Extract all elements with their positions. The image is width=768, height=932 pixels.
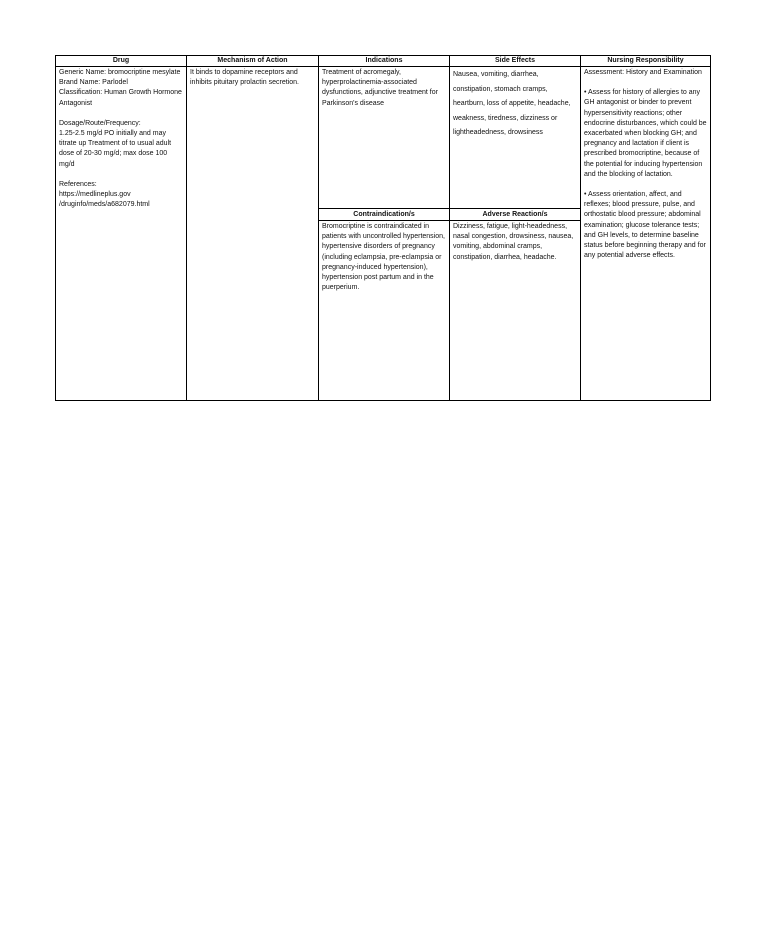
mechanism-text: It binds to dopamine receptors and inhibits pituitary prolactin secretion. bbox=[190, 69, 299, 87]
drug-header: Drug bbox=[56, 56, 186, 67]
mechanism-column bbox=[187, 56, 319, 400]
brand-name: Brand Name: Parlodel bbox=[59, 79, 128, 87]
nursing-column bbox=[581, 56, 710, 400]
contraindications-text: Bromocriptine is contraindicated in patients with uncontrolled hypertension, hypertensive disorders of pregnancy (including eclampsia, pre-eclampsia or pregnancy-induced hypertension), hypertension post partum and in the puerperium. bbox=[322, 223, 445, 292]
drug-details bbox=[56, 67, 186, 210]
side-effects-header: Side Effects bbox=[450, 56, 580, 67]
generic-name: Generic Name: bromocriptine mesylate bbox=[59, 69, 181, 76]
mechanism-header: Mechanism of Action bbox=[187, 56, 318, 67]
dosage-label: Dosage/Route/Frequency: bbox=[59, 119, 141, 127]
nursing-details bbox=[581, 67, 710, 261]
nursing-bullet-history: • Assess for history of allergies to any GH antagonist or binder to prevent hypersensitivity reactions; other endocrine disturbances, which could be exacerbated when blocking GH; and pregnancy and lactation if client is prescribed bromocriptine, because of the potential for inducing hypertension and the blocking of lactation. bbox=[584, 89, 707, 178]
nursing-bullet-baseline: • Assess orientation, affect, and reflexes; blood pressure, pulse, and orthostatic blood pressure; abdominal examination; glucose tolerance tests; and GH levels, to determine baseline status before beginning therapy and for any potential adverse effects. bbox=[584, 191, 706, 260]
nursing-header: Nursing Responsibility bbox=[581, 56, 710, 67]
drug-column bbox=[56, 56, 187, 400]
indications-text: Treatment of acromegaly, hyperprolactinemia-associated dysfunctions, adjunctive treatment for Parkinson's disease bbox=[322, 69, 438, 107]
side-effects-column bbox=[450, 56, 581, 400]
indications-header: Indications bbox=[319, 56, 449, 67]
adverse-reactions-header: Adverse Reaction/s bbox=[450, 208, 580, 221]
assessment-heading: Assessment: History and Examination bbox=[584, 69, 702, 76]
reference-url-line-2: /druginfo/meds/a682079.html bbox=[59, 201, 150, 209]
side-effects-text: Nausea, vomiting, diarrhea, constipation, stomach cramps, heartburn, loss of appetite, headache, weakness, tiredness, dizziness or lightheadedness, drowsiness bbox=[453, 71, 571, 137]
drug-classification: Classification: Human Growth Hormone Antagonist bbox=[59, 89, 182, 107]
reference-url-line-1: https://medlineplus.gov bbox=[59, 191, 131, 199]
dosage-text: 1.25-2.5 mg/d PO initially and may titrate up Treatment of to usual adult dose of 20-30 mg/d; max dose 100 mg/d bbox=[59, 130, 172, 168]
references-label: References: bbox=[59, 180, 97, 188]
contraindications-header: Contraindication/s bbox=[319, 208, 449, 221]
adverse-reactions-text: Dizziness, fatigue, light-headedness, nasal congestion, drowsiness, nausea, vomiting, abdominal cramps, constipation, diarrhea, headache. bbox=[453, 223, 574, 261]
drug-study-table bbox=[55, 55, 711, 401]
indications-column bbox=[319, 56, 450, 400]
